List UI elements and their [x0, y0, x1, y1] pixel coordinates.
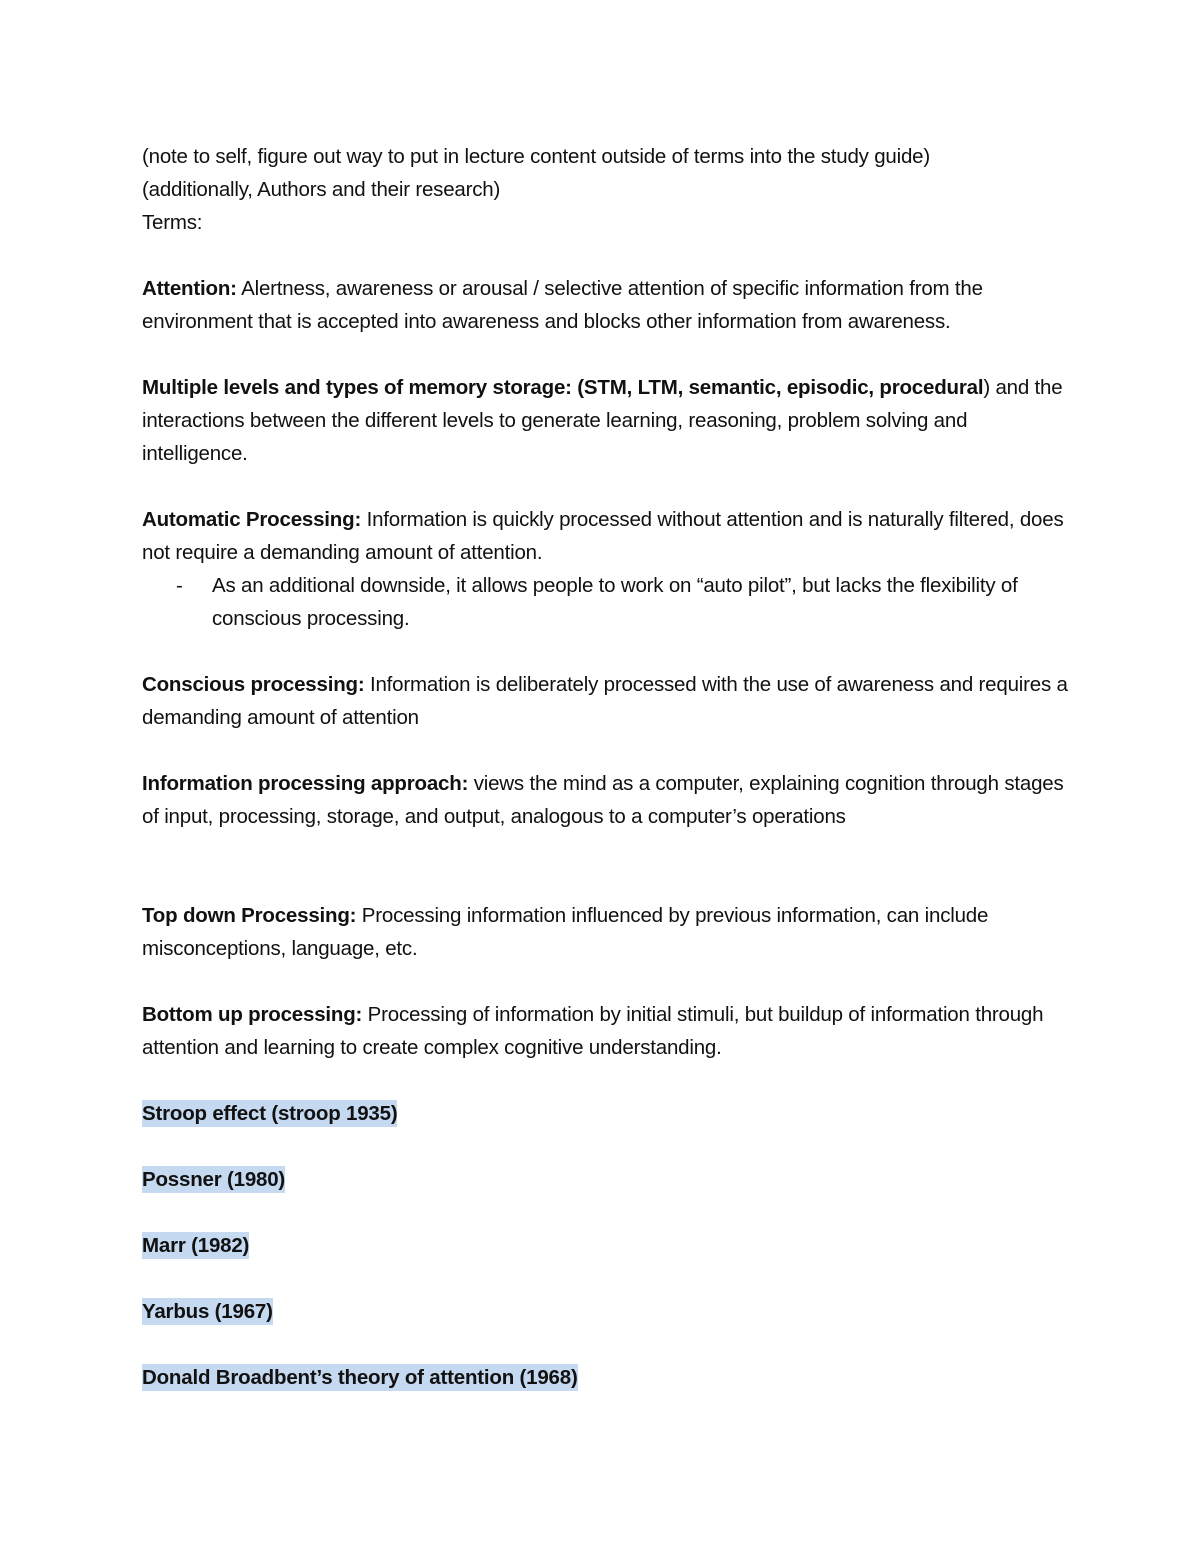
terms-heading: Terms:	[142, 211, 203, 234]
definition-top-down: Processing information influenced by previous information, can include misconceptions, language, etc.	[142, 904, 989, 960]
document-page	[142, 140, 1072, 1394]
definition-info-processing: views the mind as a computer, explaining cognition through stages of input, processing, storage, and output, analogous to a computer’s operations	[142, 772, 1064, 828]
definition-memory: ) and the interactions between the different levels to generate learning, reasoning, problem solving and intelligence.	[142, 376, 1063, 465]
term-conscious: Conscious processing:	[142, 673, 365, 696]
term-memory: Multiple levels and types of memory storage: (STM, LTM, semantic, episodic, procedural	[142, 376, 984, 399]
definition-bottom-up: Processing of information by initial stimuli, but buildup of information through attention and learning to create complex cognitive understanding.	[142, 1003, 1044, 1059]
note-line-2: (additionally, Authors and their research)	[142, 178, 501, 201]
term-attention: Attention:	[142, 277, 237, 300]
definition-automatic: Information is quickly processed without attention and is naturally filtered, does not require a demanding amount of attention.	[142, 508, 1064, 564]
entry-automatic	[142, 503, 1072, 569]
author-yarbus	[142, 1295, 1072, 1328]
author-broadbent	[142, 1361, 1072, 1394]
bullet-text: As an additional downside, it allows people to work on “auto pilot”, but lacks the flexibility of conscious processing.	[212, 574, 1018, 630]
entry-attention	[142, 272, 1072, 338]
note-line-1: (note to self, figure out way to put in lecture content outside of terms into the study guide)	[142, 145, 930, 168]
author-marr	[142, 1229, 1072, 1262]
term-top-down: Top down Processing:	[142, 904, 357, 927]
author-stroop	[142, 1097, 1072, 1130]
highlighted-heading: Marr (1982)	[142, 1234, 250, 1257]
entry-top-down	[142, 899, 1072, 965]
author-possner	[142, 1163, 1072, 1196]
entry-bottom-up	[142, 998, 1072, 1064]
definition-conscious: Information is deliberately processed with the use of awareness and requires a demanding amount of attention	[142, 673, 1068, 729]
bullet-dash: -	[176, 574, 183, 597]
term-automatic: Automatic Processing:	[142, 508, 362, 531]
definition-attention: Alertness, awareness or arousal / selective attention of specific information from the environment that is accepted into awareness and blocks other information from awareness.	[142, 277, 983, 333]
highlighted-heading: Yarbus (1967)	[142, 1300, 273, 1323]
highlighted-heading: Stroop effect (stroop 1935)	[142, 1102, 398, 1125]
highlighted-heading: Possner (1980)	[142, 1168, 286, 1191]
term-bottom-up: Bottom up processing:	[142, 1003, 363, 1026]
entry-memory	[142, 371, 1072, 470]
highlighted-heading: Donald Broadbent’s theory of attention (1968)	[142, 1366, 578, 1389]
list-item	[142, 569, 1072, 635]
entry-info-processing	[142, 767, 1072, 833]
entry-conscious	[142, 668, 1072, 734]
term-info-processing: Information processing approach:	[142, 772, 469, 795]
